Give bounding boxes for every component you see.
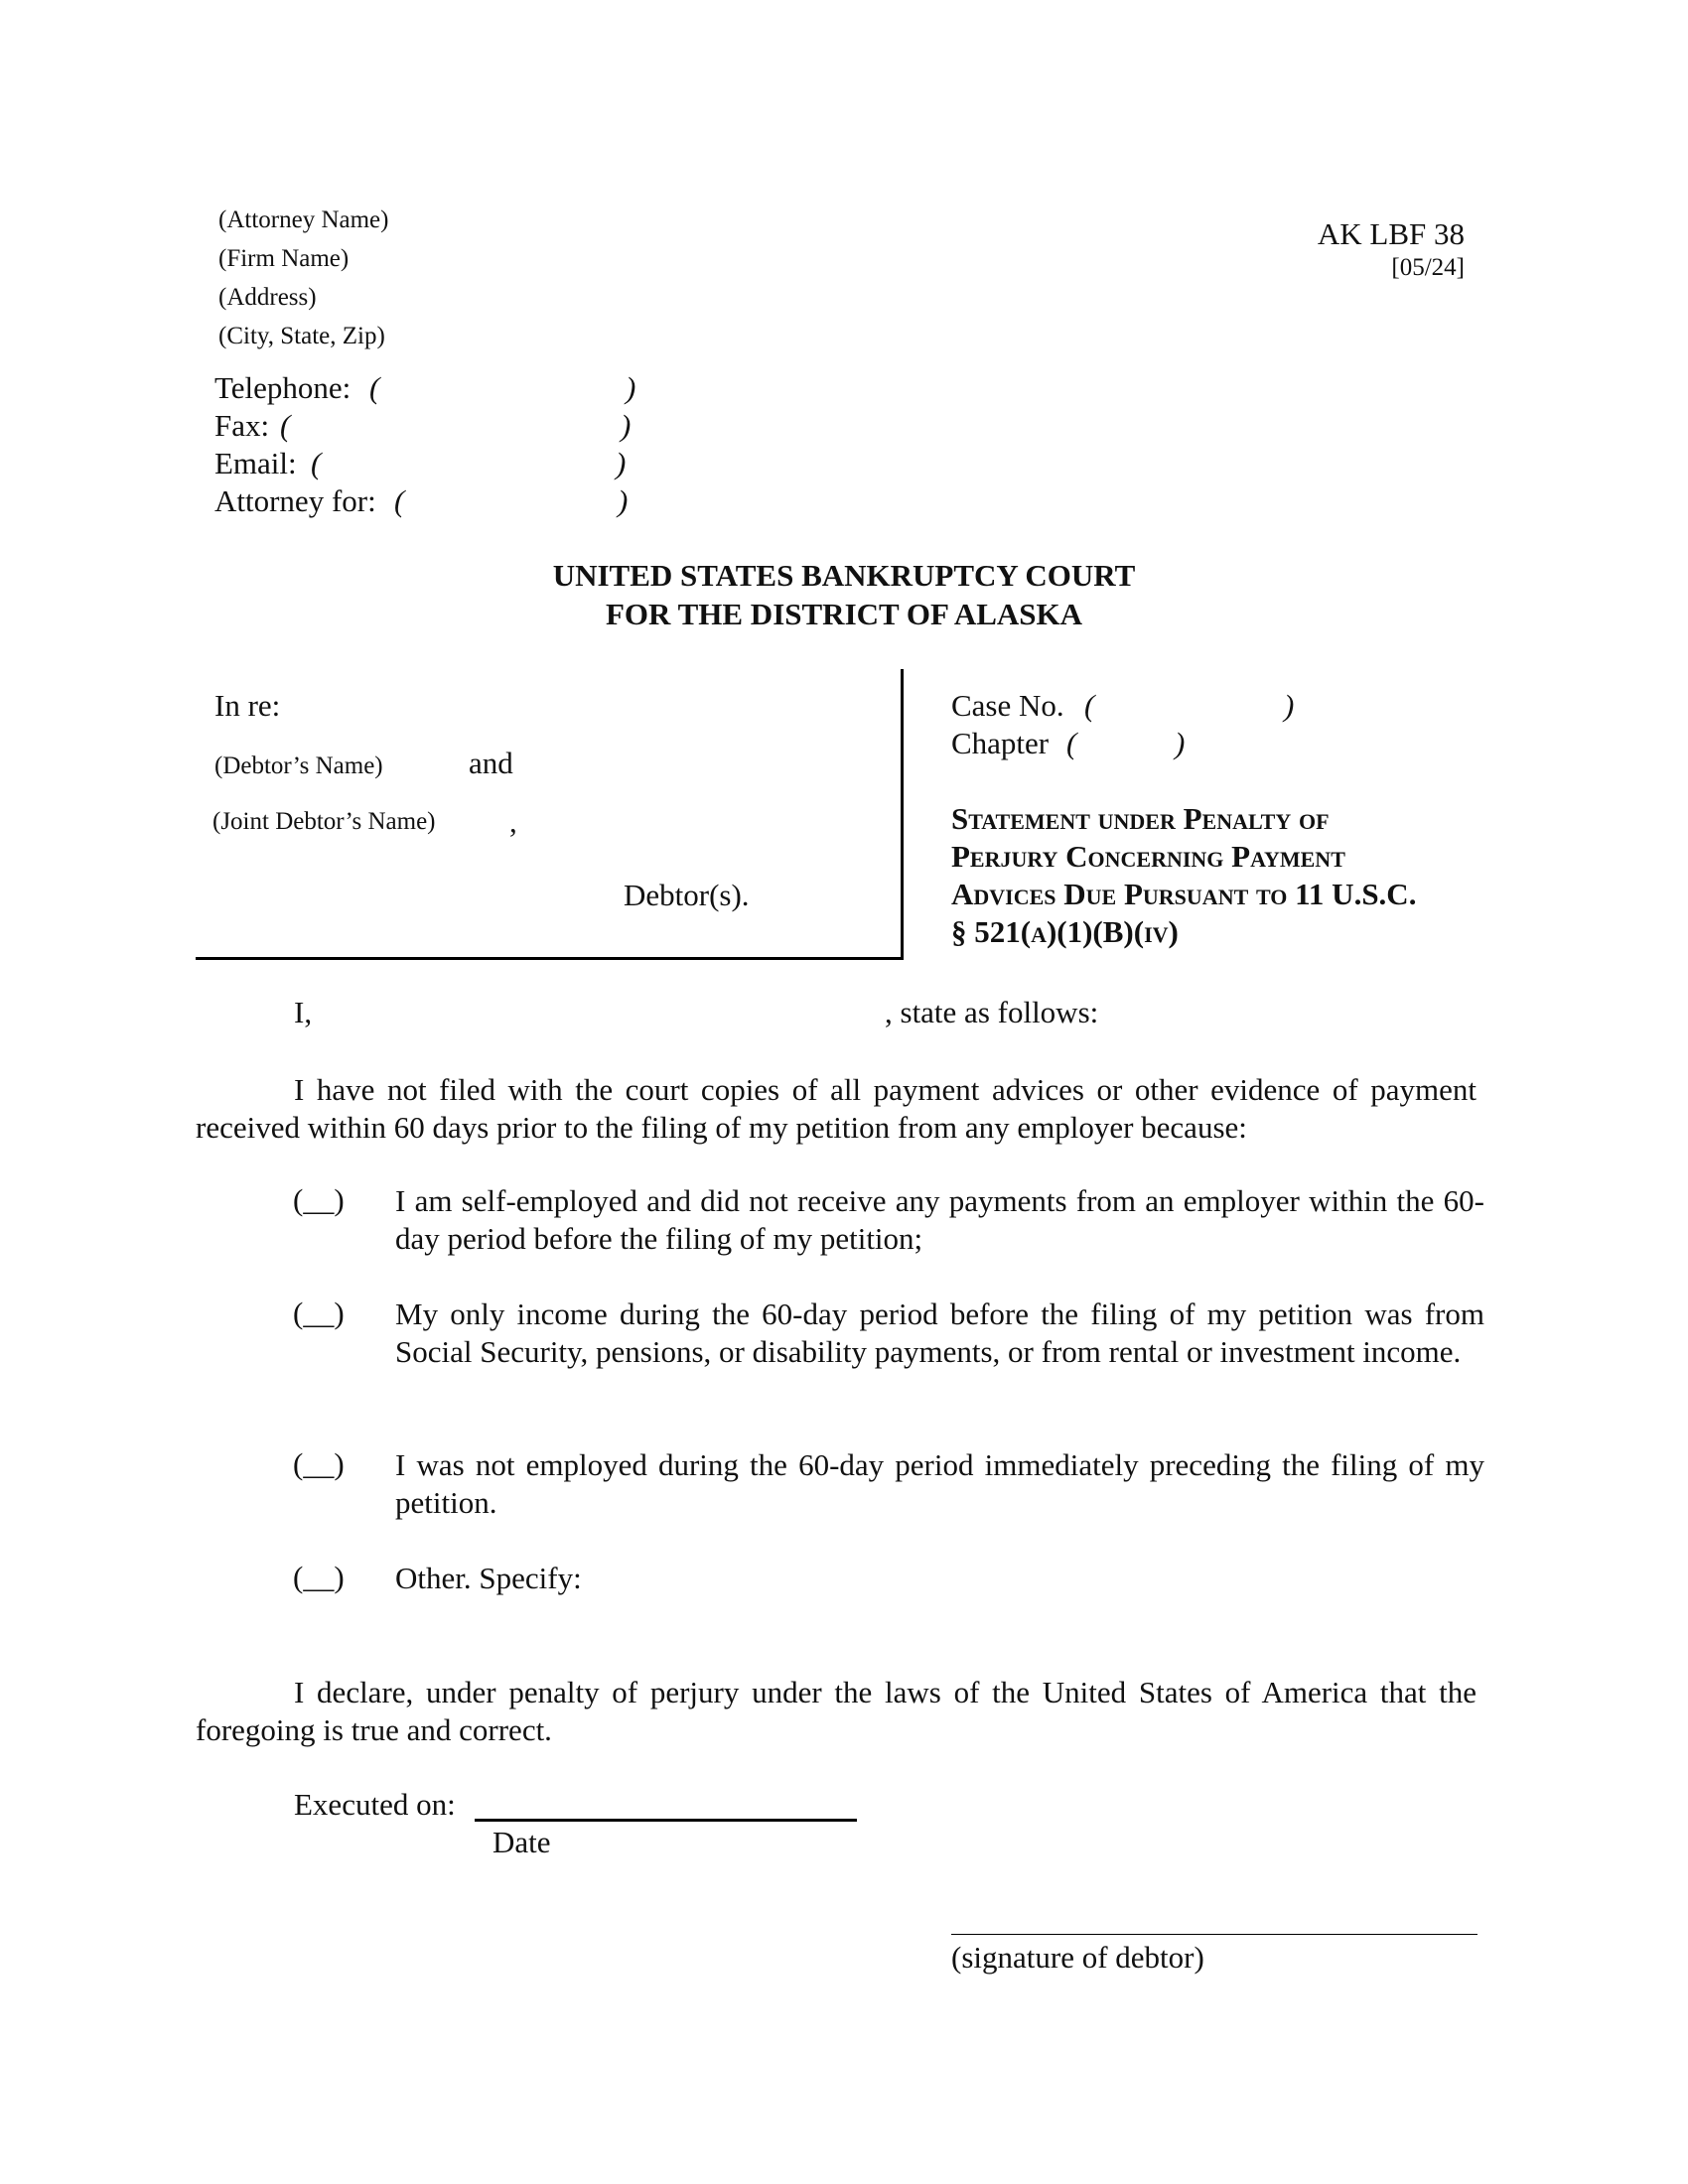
email-open-paren: ( (311, 446, 322, 480)
fax-open-paren: ( (280, 408, 291, 443)
attorney-for-open-paren: ( (394, 483, 405, 518)
date-signature-line[interactable] (475, 1819, 857, 1822)
joint-debtor-comma: , (509, 804, 517, 839)
court-district: FOR THE DISTRICT OF ALASKA (605, 597, 1083, 631)
email-label: Email: (214, 446, 297, 480)
signature-label: (signature of debtor) (951, 1940, 1204, 1975)
debtor-signature-line[interactable] (951, 1934, 1477, 1935)
chapter-close-paren: ) (1175, 726, 1186, 760)
attorney-name: (Attorney Name) (218, 206, 389, 233)
joint-debtor-name: (Joint Debtor’s Name) (212, 808, 436, 835)
firm-name: (Firm Name) (218, 245, 350, 272)
case-no-label: Case No. (951, 688, 1064, 723)
checkbox-other-income[interactable]: (__) (293, 1296, 345, 1330)
case-no-close-paren: ) (1284, 688, 1295, 723)
document-title-line-1: Statement under Penalty of (951, 801, 1330, 836)
address: (Address) (218, 284, 317, 311)
declaration: I declare, under penalty of perjury under the laws of the United States of America that the foregoing is true and correct. (196, 1675, 1477, 1747)
telephone-open-paren: ( (369, 370, 380, 405)
option-other-income-text: My only income during the 60-day period before the filing of my petition was from Social Security, pensions, or disability payments, or from rental or investment income. (395, 1297, 1484, 1369)
telephone-close-paren: ) (626, 370, 636, 405)
option-self-employed-text: I am self-employed and did not receive any payments from an employer within the 60-day period before the filing of my petition; (395, 1183, 1484, 1256)
attorney-for-label: Attorney for: (214, 483, 376, 518)
debtor-name: (Debtor’s Name) (214, 752, 383, 779)
form-id: AK LBF 38 (1317, 216, 1465, 251)
paragraph-not-filed: I have not filed with the court copies of all payment advices or other evidence of payment received within 60 days prior to the filing of my petition from any employer because: (196, 1072, 1477, 1145)
fax-label: Fax: (214, 408, 270, 443)
court-name: UNITED STATES BANKRUPTCY COURT (552, 558, 1136, 593)
fax-close-paren: ) (621, 408, 632, 443)
telephone-label: Telephone: (214, 370, 352, 405)
option-not-employed-text: I was not employed during the 60-day period immediately preceding the filing of my petition. (395, 1447, 1484, 1520)
chapter-label: Chapter (951, 726, 1050, 760)
debtors-label: Debtor(s). (624, 878, 750, 912)
checkbox-not-employed[interactable]: (__) (293, 1446, 345, 1481)
executed-on-label: Executed on: (294, 1787, 456, 1822)
caption-vertical-rule (901, 669, 904, 959)
chapter-open-paren: ( (1066, 726, 1077, 760)
and-label: and (469, 746, 513, 780)
intro-state: , state as follows: (885, 995, 1099, 1029)
document-title-line-3: Advices Due Pursuant to 11 U.S.C. (951, 877, 1417, 911)
case-no-open-paren: ( (1084, 688, 1095, 723)
caption-horizontal-rule (196, 957, 904, 960)
document-title-line-2: Perjury Concerning Payment (951, 839, 1345, 874)
city-state-zip: (City, State, Zip) (218, 323, 385, 349)
checkbox-self-employed[interactable]: (__) (293, 1182, 345, 1217)
in-re-label: In re: (214, 688, 281, 723)
attorney-for-close-paren: ) (618, 483, 629, 518)
date-label: Date (492, 1825, 551, 1859)
intro-i: I, (294, 995, 313, 1029)
form-date: [05/24] (1391, 254, 1465, 281)
email-close-paren: ) (616, 446, 627, 480)
checkbox-other[interactable]: (__) (293, 1560, 345, 1594)
option-other-text: Other. Specify: (395, 1561, 582, 1595)
document-title-line-4: § 521(a)(1)(B)(iv) (951, 914, 1179, 949)
